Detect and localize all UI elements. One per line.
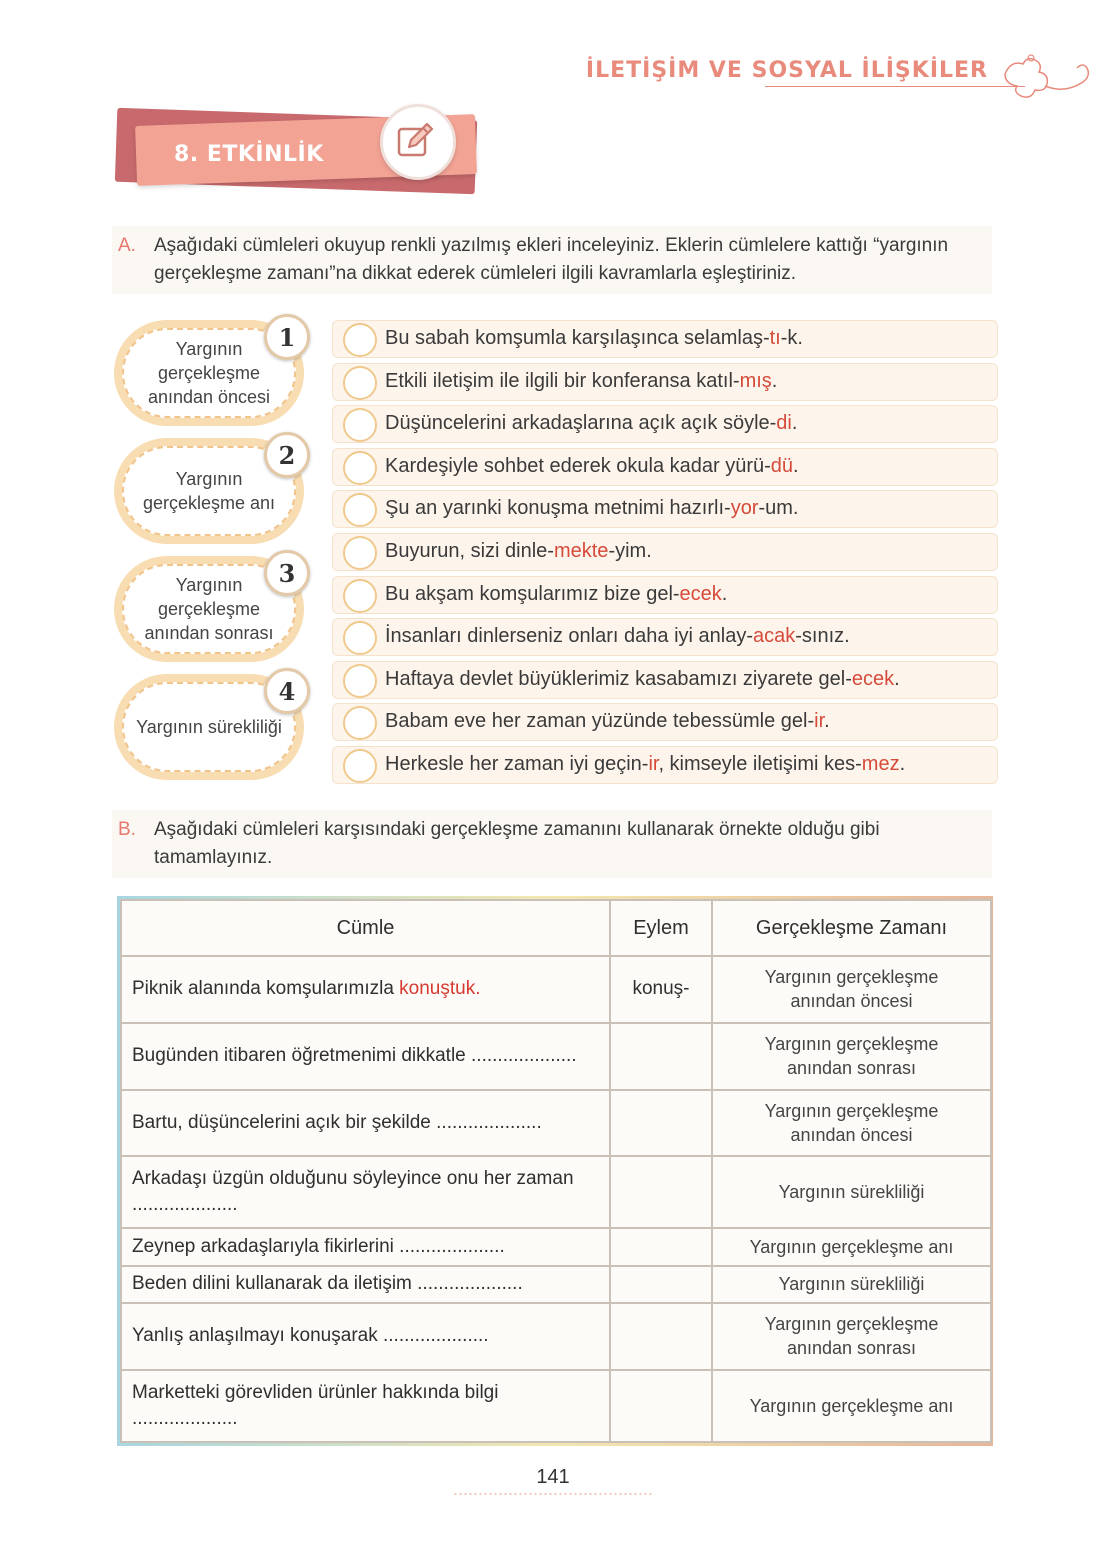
answer-circle[interactable] bbox=[343, 366, 377, 400]
concept-bubble-1 bbox=[114, 320, 304, 426]
page-number-dots bbox=[453, 1492, 653, 1496]
sentence-row-3 bbox=[332, 405, 998, 443]
answer-circle[interactable] bbox=[343, 664, 377, 698]
verb-cell[interactable] bbox=[610, 1023, 712, 1090]
concept-label: Yargının sürekliliği bbox=[122, 682, 296, 772]
table-row bbox=[121, 1370, 991, 1442]
concept-label: Yargının gerçekleşme anından öncesi bbox=[122, 328, 296, 418]
answer-circle[interactable] bbox=[343, 493, 377, 527]
sentence-text: Bu sabah komşumla karşılaşınca selamlaş-tı-k. bbox=[385, 327, 803, 349]
verb-cell[interactable] bbox=[610, 1266, 712, 1303]
sentence-cell[interactable]: Arkadaşı üzgün olduğunu söyleyince onu her zaman .................... bbox=[121, 1156, 610, 1228]
sentence-suffix: mış bbox=[739, 370, 772, 392]
concept-number: 1 bbox=[264, 314, 310, 360]
puzzle-icon bbox=[995, 46, 1095, 102]
verb-cell[interactable] bbox=[610, 1156, 712, 1228]
verb-cell[interactable] bbox=[610, 1370, 712, 1442]
sentence-suffix: ir bbox=[814, 710, 825, 732]
page-number: 141 bbox=[536, 1466, 570, 1488]
verb-cell: konuş- bbox=[610, 956, 712, 1023]
sentence-row-4 bbox=[332, 448, 998, 486]
sentence-row-7 bbox=[332, 576, 998, 614]
sentence-row-8 bbox=[332, 618, 998, 656]
concept-bubble-3 bbox=[114, 556, 304, 662]
sentence-cell[interactable]: Bartu, düşüncelerini açık bir şekilde .................... bbox=[121, 1090, 610, 1157]
sentence-text: Bu akşam komşularımız bize gel-ecek. bbox=[385, 583, 728, 605]
sentence-text: Haftaya devlet büyüklerimiz kasabamızı ziyarete gel-ecek. bbox=[385, 668, 900, 690]
sentence-suffix: ecek bbox=[851, 668, 895, 690]
sentence-text: Kardeşiyle sohbet ederek okula kadar yürü-dü. bbox=[385, 455, 799, 477]
concept-number: 2 bbox=[264, 432, 310, 478]
activity-banner bbox=[112, 104, 492, 204]
table-row bbox=[121, 1266, 991, 1303]
table-row bbox=[121, 1303, 991, 1370]
sentence-row-9 bbox=[332, 661, 998, 699]
answer-circle[interactable] bbox=[343, 749, 377, 783]
time-cell: Yargının sürekliliği bbox=[712, 1266, 991, 1303]
sentence-suffix: tı bbox=[769, 327, 781, 349]
sentence-text: İnsanları dinlerseniz onları daha iyi anlay-acak-sınız. bbox=[385, 625, 850, 647]
answer-circle[interactable] bbox=[343, 536, 377, 570]
time-cell: Yargının gerçekleşme anı bbox=[712, 1228, 991, 1265]
section-a-letter: A. bbox=[118, 235, 136, 256]
sentence-row-1 bbox=[332, 320, 998, 358]
time-cell: Yargının gerçekleşme anından sonrası bbox=[712, 1303, 991, 1370]
table-row bbox=[121, 1156, 991, 1228]
section-b-text: Aşağıdaki cümleleri karşısındaki gerçekleşme zamanını kullanarak örnekte olduğu gibi tamamlayınız. bbox=[154, 819, 880, 868]
table-row bbox=[121, 1228, 991, 1265]
concept-number: 3 bbox=[264, 550, 310, 596]
sentence-cell[interactable]: Yanlış anlaşılmayı konuşarak .................... bbox=[121, 1303, 610, 1370]
sentence-suffix: ir bbox=[648, 753, 659, 775]
table-row bbox=[121, 1090, 991, 1157]
time-cell: Yargının gerçekleşme anından sonrası bbox=[712, 1023, 991, 1090]
sentence-row-11 bbox=[332, 746, 998, 784]
answer-circle[interactable] bbox=[343, 323, 377, 357]
sentence-text: Düşüncelerini arkadaşlarına açık açık söyle-di. bbox=[385, 412, 798, 434]
sentence-suffix: mekte bbox=[553, 540, 609, 562]
sentence-suffix: mez bbox=[861, 753, 900, 775]
sentence-text: Herkesle her zaman iyi geçin-ir, kimseyle iletişimi kes-mez. bbox=[385, 753, 906, 775]
time-cell: Yargının sürekliliği bbox=[712, 1156, 991, 1228]
section-b-instruction bbox=[112, 810, 992, 878]
concept-label: Yargının gerçekleşme anından sonrası bbox=[122, 564, 296, 654]
time-cell: Yargının gerçekleşme anı bbox=[712, 1370, 991, 1442]
unit-title-underline bbox=[765, 86, 1025, 87]
sentence-text: Etkili iletişim ile ilgili bir konferansa katıl-mış. bbox=[385, 370, 778, 392]
verb-cell[interactable] bbox=[610, 1090, 712, 1157]
header-sentence: Cümle bbox=[121, 900, 610, 956]
section-a-instruction bbox=[112, 226, 992, 294]
sentence-suffix: ecek bbox=[679, 583, 722, 605]
completion-table bbox=[117, 896, 993, 1446]
sentence-cell[interactable]: Bugünden itibaren öğretmenimi dikkatle .................... bbox=[121, 1023, 610, 1090]
pencil-edit-icon bbox=[380, 104, 456, 180]
example-verb-red: konuştuk. bbox=[399, 978, 481, 1000]
answer-circle[interactable] bbox=[343, 579, 377, 613]
time-cell: Yargının gerçekleşme anından öncesi bbox=[712, 956, 991, 1023]
sentence-cell: Piknik alanında komşularımızla konuştuk. bbox=[121, 956, 610, 1023]
time-cell: Yargının gerçekleşme anından öncesi bbox=[712, 1090, 991, 1157]
sentence-suffix: dü bbox=[770, 455, 794, 477]
sentence-suffix: acak bbox=[752, 625, 796, 647]
sentence-row-2 bbox=[332, 363, 998, 401]
sentence-row-5 bbox=[332, 490, 998, 528]
sentence-text: Babam eve her zaman yüzünde tebessümle gel-ir. bbox=[385, 710, 830, 732]
unit-title: İLETİŞİM VE SOSYAL İLİŞKİLER bbox=[585, 58, 988, 83]
answer-circle[interactable] bbox=[343, 621, 377, 655]
answer-circle[interactable] bbox=[343, 408, 377, 442]
answer-circle[interactable] bbox=[343, 451, 377, 485]
sentence-suffix: yor bbox=[730, 497, 759, 519]
concept-bubble-2 bbox=[114, 438, 304, 544]
sentence-text: Şu an yarınki konuşma metnimi hazırlı-yor-um. bbox=[385, 497, 799, 519]
sentence-suffix: di bbox=[776, 412, 792, 434]
sentence-row-10 bbox=[332, 703, 998, 741]
header-time: Gerçekleşme Zamanı bbox=[712, 900, 991, 956]
section-b-letter: B. bbox=[118, 819, 136, 840]
header-verb: Eylem bbox=[610, 900, 712, 956]
concept-bubble-4 bbox=[114, 674, 304, 780]
sentence-cell[interactable]: Zeynep arkadaşlarıyla fikirlerini .................... bbox=[121, 1228, 610, 1265]
section-a-text: Aşağıdaki cümleleri okuyup renkli yazılmış ekleri inceleyiniz. Eklerin cümlelere kattığı “yargının gerçekleşme zamanı”na dikkat ederek cümleleri ilgili kavramlarla eşleştiriniz. bbox=[154, 235, 949, 284]
sentence-cell[interactable]: Beden dilini kullanarak da iletişim .................... bbox=[121, 1266, 610, 1303]
sentence-cell[interactable]: Marketteki görevliden ürünler hakkında bilgi .................... bbox=[121, 1370, 610, 1442]
table-row bbox=[121, 1023, 991, 1090]
concept-number: 4 bbox=[264, 668, 310, 714]
sentence-text: Buyurun, sizi dinle-mekte-yim. bbox=[385, 540, 652, 562]
sentence-row-6 bbox=[332, 533, 998, 571]
verb-cell[interactable] bbox=[610, 1228, 712, 1265]
concept-label: Yargının gerçekleşme anı bbox=[122, 446, 296, 536]
activity-label: 8. ETKİNLİK bbox=[174, 142, 324, 167]
table-row bbox=[121, 956, 991, 1023]
answer-circle[interactable] bbox=[343, 706, 377, 740]
verb-cell[interactable] bbox=[610, 1303, 712, 1370]
